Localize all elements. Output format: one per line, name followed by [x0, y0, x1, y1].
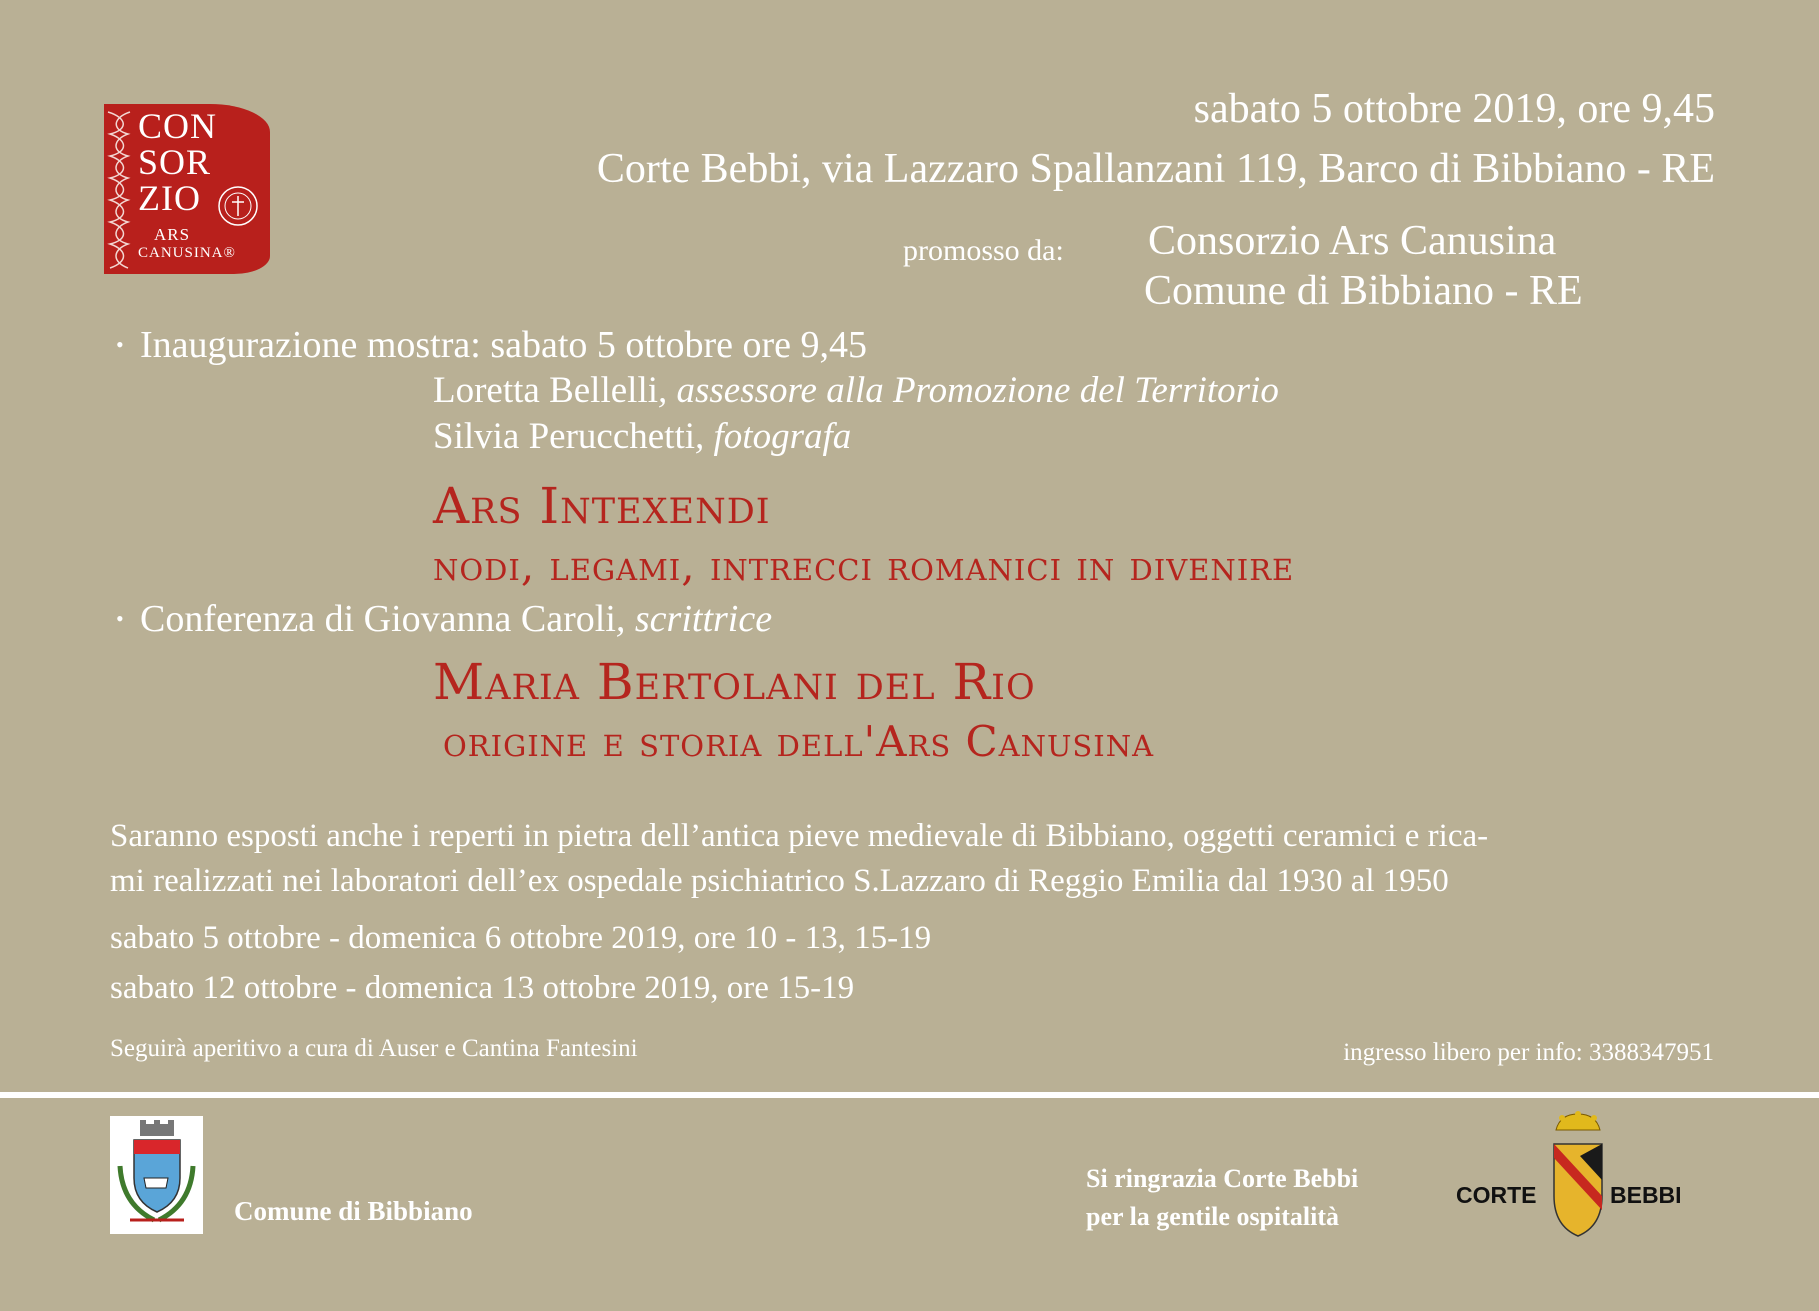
- conference-role: , scrittrice: [615, 598, 773, 640]
- speaker-name: Silvia Perucchetti: [433, 416, 696, 457]
- description-line-1: Saranno esposti anche i reperti in pietra dell’antica pieve medievale di Bibbiano, oggetti ceramici e rica-: [110, 818, 1489, 854]
- info-note: ingresso libero per info: 3388347951: [1343, 1039, 1714, 1066]
- event-date: sabato 5 ottobre 2019, ore 9,45: [1193, 86, 1715, 132]
- promoted-by-label: promosso da:: [903, 234, 1064, 267]
- consorzio-logo: [104, 104, 270, 274]
- seal-icon: [216, 184, 260, 228]
- speaker-name: Loretta Bellelli: [433, 370, 658, 411]
- corte-bebbi-logo: [1454, 1110, 1694, 1240]
- conference-title: Maria Bertolani del Rio: [433, 653, 1036, 711]
- conference-line: [116, 598, 773, 640]
- logo-text-zio: ZIO: [138, 178, 201, 218]
- ornament-pattern-icon: [104, 104, 134, 274]
- schedule-line-1: sabato 5 ottobre - domenica 6 ottobre 2019, ore 10 - 13, 15-19: [110, 920, 932, 956]
- comune-label: Comune di Bibbiano: [234, 1196, 473, 1226]
- speaker-1: [433, 370, 1279, 412]
- promoter-comune: Comune di Bibbiano - RE: [1144, 268, 1583, 314]
- conference-text: Conferenza di Giovanna Caroli: [140, 598, 616, 640]
- exhibition-subtitle: nodi, legami, intrecci romanici in divenire: [433, 541, 1295, 590]
- thanks-line-2: per la gentile ospitalità: [1086, 1202, 1340, 1231]
- coat-of-arms-icon: [110, 1116, 203, 1234]
- promoter-consorzio: Consorzio Ars Canusina: [1148, 218, 1557, 264]
- schedule-line-2: sabato 12 ottobre - domenica 13 ottobre 2019, ore 15-19: [110, 970, 855, 1006]
- logo-text-sor: SOR: [138, 142, 212, 182]
- conference-subtitle: origine e storia dell'Ars Canusina: [443, 717, 1155, 766]
- inauguration-line: [116, 324, 868, 366]
- divider: [0, 1092, 1819, 1098]
- bullet: •: [116, 332, 124, 357]
- exhibition-title: Ars Intexendi: [433, 477, 771, 535]
- logo-text-con: CON: [138, 106, 218, 146]
- corte-text: CORTE: [1456, 1182, 1537, 1208]
- corte-crest-icon: [1550, 1110, 1606, 1240]
- bullet: •: [116, 606, 124, 631]
- bebbi-text: BEBBI: [1610, 1182, 1682, 1208]
- inauguration-text: Inaugurazione mostra: sabato 5 ottobre ore 9,45: [140, 324, 868, 366]
- thanks-line-1: Si ringrazia Corte Bebbi: [1086, 1164, 1359, 1193]
- event-venue: Corte Bebbi, via Lazzaro Spallanzani 119, Barco di Bibbiano - RE: [596, 146, 1715, 192]
- logo-text-ars: ARS: [154, 225, 191, 244]
- comune-coat-of-arms: [110, 1116, 203, 1234]
- logo-text-canusina: CANUSINA®: [138, 245, 236, 261]
- speaker-role: , fotografa: [695, 416, 852, 457]
- speaker-2: [433, 416, 851, 458]
- aperitivo-note: Seguirà aperitivo a cura di Auser e Cantina Fantesini: [110, 1035, 638, 1062]
- speaker-role: , assessore alla Promozione del Territorio: [658, 370, 1279, 411]
- description-line-2: mi realizzati nei laboratori dell’ex ospedale psichiatrico S.Lazzaro di Reggio Emilia dal 1930 al 1950: [110, 863, 1449, 899]
- thanks-block: [1086, 1160, 1358, 1236]
